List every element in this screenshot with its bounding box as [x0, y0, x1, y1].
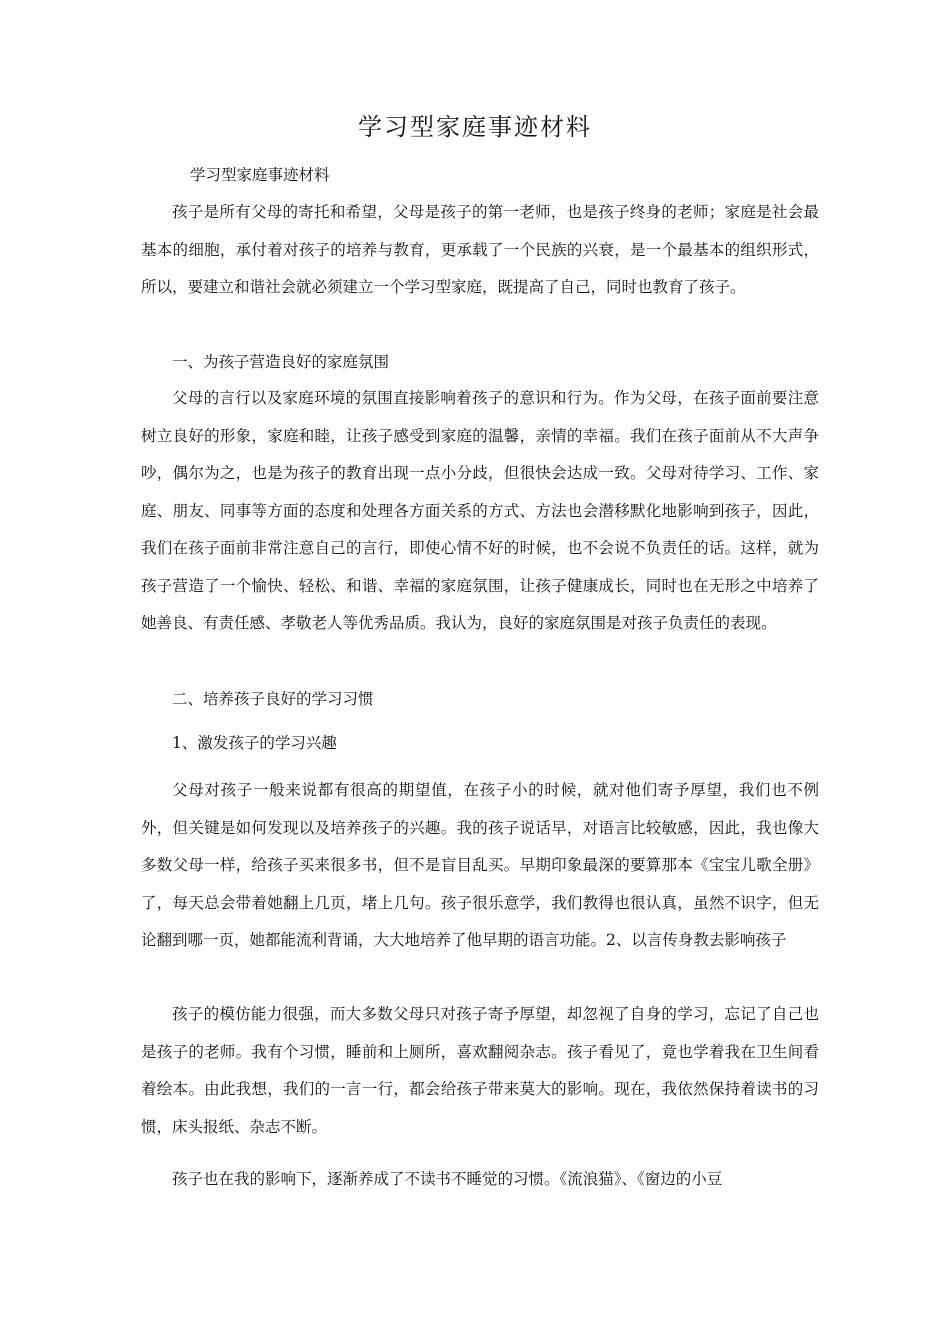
- subsection-1-paragraph: 父母对孩子一般来说都有很高的期望值，在孩子小的时候，就对他们寄予厚望，我们也不例外，但关键是如何发现以及培养孩子的兴趣。我的孩子说话早，对语言比较敏感，因此，我也像大多数父母一样，给孩子买来很多书，但不是盲目乱买。早期印象最深的要算那本《宝宝儿歌全册》了，每天总会带着她翻上几页，堵上几句。孩子很乐意学，我们教得也很认真，虽然不识字，但无论翻到哪一页，她都能流利背诵，大大地培养了他早期的语言功能。2、以言传身教去影响孩子: [141, 781, 819, 949]
- subsection-2-paragraph: 孩子的模仿能力很强，而大多数父母只对孩子寄予厚望，却忽视了自身的学习，忘记了自己也是孩子的老师。我有个习惯，睡前和上厕所，喜欢翻阅杂志。孩子看见了，竟也学着我在卫生间看着绘本。由此我想，我们的一言一行，都会给孩子带来莫大的影响。现在，我依然保持着读书的习惯，床头报纸、杂志不断。: [141, 1005, 819, 1136]
- intro-paragraph: 孩子是所有父母的寄托和希望，父母是孩子的第一老师，也是孩子终身的老师；家庭是社会最基本的细胞，承付着对孩子的培养与教育，更承载了一个民族的兴衰，是一个最基本的组织形式，所以，要建立和谐社会就必须建立一个学习型家庭，既提高了自己，同时也教育了孩子。: [141, 203, 819, 296]
- section-1-heading: 一、为孩子营造良好的家庭氛围: [172, 353, 390, 371]
- document-subtitle: 学习型家庭事迹材料: [190, 166, 330, 184]
- section-2-heading: 二、培养孩子良好的学习习惯: [172, 690, 374, 708]
- subsection-2-continuation: 孩子也在我的影响下，逐渐养成了不读书不睡觉的习惯。《流浪猫》、《窗边的小豆: [172, 1170, 723, 1188]
- document-title: 学习型家庭事迹材料: [358, 113, 592, 141]
- subsection-1-heading: 1、激发孩子的学习兴趣: [172, 734, 337, 752]
- section-1-paragraph: 父母的言行以及家庭环境的氛围直接影响着孩子的意识和行为。作为父母，在孩子面前要注意树立良好的形象，家庭和睦，让孩子感受到家庭的温馨，亲情的幸福。我们在孩子面前从不大声争吵，偶尔为之，也是为孩子的教育出现一点小分歧，但很快会达成一致。父母对待学习、工作、家庭、朋友、同事等方面的态度和处理各方面关系的方式、方法也会潜移默化地影响到孩子，因此，我们在孩子面前非常注意自己的言行，即使心情不好的时候，也不会说不负责任的话。这样，就为孩子营造了一个愉快、轻松、和谐、幸福的家庭氛围，让孩子健康成长，同时也在无形之中培养了她善良、有责任感、孝敬老人等优秀品质。我认为，良好的家庭氛围是对孩子负责任的表现。: [141, 389, 819, 632]
